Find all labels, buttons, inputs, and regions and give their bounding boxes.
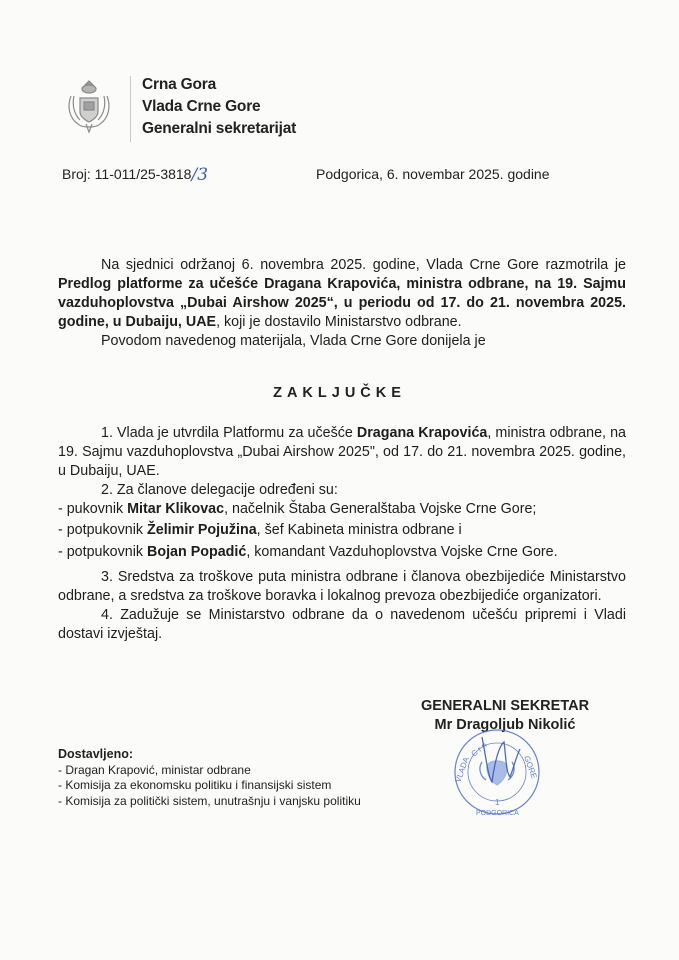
delegation-member (58, 500, 626, 519)
member-rank: - potpukovnik (58, 544, 148, 560)
member-name: Želimir Pojužina (147, 522, 257, 538)
svg-text:C r n: C r n (469, 740, 489, 759)
conclusion-3: 3. Sredstva za troškove puta ministra odbrane i članova obezbijediće Ministarstvo odbrane, a sredstva za troškove boravka i lokalnog prevoza obezbijediće organizatori. (58, 569, 626, 604)
conclusion-1-name: Dragana Krapovića (356, 425, 488, 441)
svg-text:GORE: GORE (522, 754, 539, 780)
conclusions-title: ZAKLJUČKE (273, 385, 406, 401)
intro-paragraph (58, 256, 626, 332)
conclusion-1-text: 1. Vlada je utvrdila Platformu za učešće (101, 425, 357, 441)
member-name: Mitar Klikovac (127, 501, 225, 517)
member-rank: - potpukovnik (58, 522, 148, 538)
svg-text:VLADA: VLADA (453, 755, 471, 784)
header-divider (130, 76, 131, 142)
svg-text:PODGORICA: PODGORICA (476, 810, 519, 817)
document-number (62, 164, 208, 184)
distribution-list (58, 747, 361, 809)
member-rank: - pukovnik (58, 501, 128, 517)
conclusion-4: 4. Zadužuje se Ministarstvo odbrane da o navedenom učešću pripremi i Vladi dostavi izvještaj. (58, 607, 626, 642)
secretariat-name: Generalni sekretarijat (142, 120, 297, 137)
intro-text-end: , koji je dostavilo Ministarstvo odbrane. (216, 314, 462, 330)
document-number-label: Broj: 11-011/25-3818 (62, 166, 192, 182)
handwritten-suffix: /3 (191, 165, 209, 185)
conclusion-1-text-end: , ministra odbrane, na 19. Sajmu vazduhoplovstva „Dubai Airshow 2025", od 17. do 21. novembra 2025. godine, u Dubaiju, UAE. (58, 425, 626, 479)
distribution-heading: Dostavljeno: (58, 747, 134, 761)
conclusion-2: 2. Za članove delegacije određeni su: (101, 482, 338, 498)
distribution-item: - Dragan Krapović, ministar odbrane (58, 762, 251, 777)
member-role: , načelnik Štaba Generalštaba Vojske Crne Gore; (224, 501, 537, 517)
intro-subject: Predlog platforme za učešće Dragana Krapovića, ministra odbrane, na 19. Sajmu vazduhoplovstva „Dubai Airshow 2025“, u periodu od 17. do 21. novembra 2025. godine, u Dubaiju, UAE (58, 276, 626, 330)
signatory-title: GENERALNI SEKRETAR (420, 698, 590, 714)
letterhead-text (142, 74, 296, 140)
intro-decision: Povodom navedenog materijala, Vlada Crne Gore donijela je (101, 333, 486, 349)
distribution-item: - Komisija za ekonomsku politiku i finansijski sistem (58, 778, 332, 792)
member-role: , šef Kabineta ministra odbrane i (256, 522, 462, 538)
official-stamp-icon (452, 727, 542, 817)
intro-text: Na sjednici održanoj 6. novembra 2025. godine, Vlada Crne Gore razmotrila je (101, 257, 626, 273)
stamp-number: 1 (495, 798, 500, 807)
member-role: , komandant Vazduhoplovstva Vojske Crne Gore. (246, 544, 558, 560)
conclusion-1 (58, 424, 626, 481)
delegation-member (58, 521, 626, 540)
country-name: Crna Gora (142, 76, 216, 93)
place-date: Podgorica, 6. novembar 2025. godine (316, 166, 550, 182)
distribution-item: - Komisija za politički sistem, unutrašnju i vanjsku politiku (58, 793, 361, 808)
signatory-name: Mr Dragoljub Nikolić (434, 717, 576, 733)
government-name: Vlada Crne Gore (142, 98, 261, 115)
coat-of-arms-icon (64, 78, 114, 136)
delegation-member (58, 543, 626, 562)
member-name: Bojan Popadić (147, 544, 247, 560)
intro-section (58, 256, 626, 351)
conclusions-list (58, 424, 626, 644)
